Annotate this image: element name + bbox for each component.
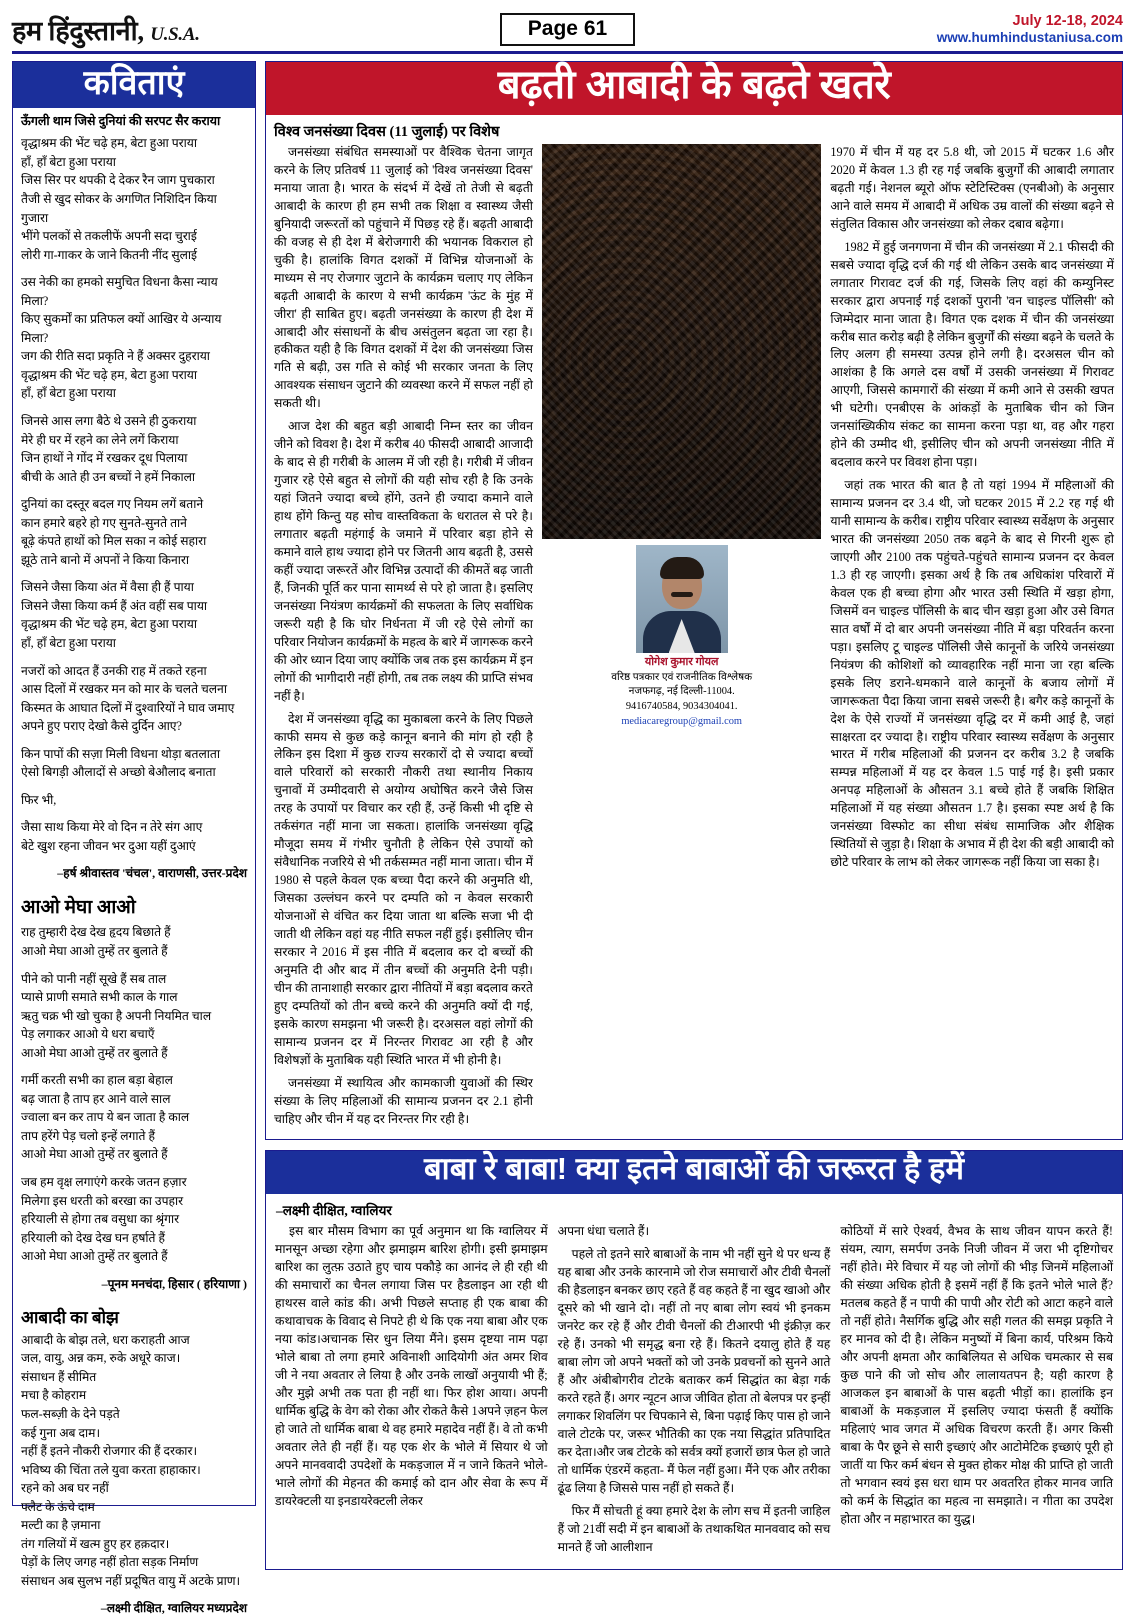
- poem-line: ज्वाला बन कर ताप ये बन जाता है काल: [21, 1110, 190, 1125]
- poem-three: [13, 1292, 255, 1616]
- poem-stanza: [21, 412, 247, 486]
- poetry-section-title: कविताएं: [13, 62, 255, 108]
- article-population-col1: [274, 144, 533, 1133]
- publication-title-hindi: हम हिंदुस्तानी,: [12, 16, 144, 46]
- poem-line: संसाधन अब सुलभ नहीं प्रदूषित वायु में अटके प्राण।: [21, 1573, 241, 1588]
- poem-two-author: –पूनम मनचंदा, हिसार ( हरियाणा ): [101, 1276, 247, 1291]
- publication-title-usa: U.S.A.: [150, 24, 200, 45]
- poem-line: पेड़ों के लिए जगह नहीं होता सड़क निर्माण: [21, 1555, 199, 1570]
- poem-line: आओ मेघा आओ तुम्हें तर बुलाते हैं: [21, 1045, 168, 1060]
- poem-line: किन पापों की सज़ा मिली विधना थोड़ा बतलाता: [21, 746, 220, 761]
- author-address: नजफगढ़, नई दिल्ली-11004.: [628, 686, 735, 698]
- poem-line: प्यासे प्राणी समाते सभी काल के गाल: [21, 990, 178, 1005]
- publication-title: [12, 11, 312, 48]
- poem-line: पेड़ लगाकर आओ ये धरा बचाएँ: [21, 1027, 155, 1042]
- paragraph: जनसंख्या में स्थायित्व और कामकाजी युवाओं की स्थिर संख्या के लिए महिलाओं की सामान्य प्रजनन दर 2.1 होनी चाहिए और चीन में यह दर निरन्तर गिर रही है।: [274, 1075, 533, 1126]
- poem-line: जिनसे आस लगा बैठे थे उसने ही ठुकराया: [21, 413, 197, 428]
- poem-line: पीने को पानी नहीं सूखे हैं सब ताल: [21, 971, 167, 986]
- poem-line: मल्टी का है ज़माना: [21, 1518, 101, 1533]
- poem-line: फ्लैट के ऊंचे दाम: [21, 1499, 95, 1514]
- author-role: वरिष्ठ पत्रकार एवं राजनीतिक विश्लेषक: [611, 671, 753, 683]
- poem-line: ताप हरेंगे पेड़ चलो इन्हें लगाते हैं: [21, 1128, 156, 1143]
- poem-line: जिसने जैसा किया अंत में वैसा ही हैं पाया: [21, 580, 194, 595]
- poem-line: दुनियां का दस्तूर बदल गए नियम लगें बताने: [21, 497, 204, 512]
- poem-two: [13, 881, 255, 1291]
- poem-stanza: [21, 923, 247, 960]
- poem-one: [13, 108, 255, 881]
- article-baba-col2: [558, 1223, 831, 1561]
- poem-line: आओ मेघा आओ तुम्हें तर बुलाते हैं: [21, 944, 168, 959]
- paragraph: जनसंख्या संबंधित समस्याओं पर वैश्विक चेतना जागृत करने के लिए प्रतिवर्ष 11 जुलाई को 'विश्व जनसंख्या दिवस' मनाया जाता है। भारत के संदर्भ में देखें तो तेजी से बढ़ती आबादी के कारण ही हम सभी तक शिक्षा व स्वास्थ्य जैसी बुनियादी जरूरतों को पहुंचाने में पिछड़ रहे हैं। बढ़ती आबादी की वजह से ही देश में बेरोजगारी की भयानक विकराल हो चुकी है। हालांकि विगत दशकों में विभिन्न योजनाओं के माध्यम से नए रोजगार जुटाने के कार्यक्रम चलाए गए लेकिन बढ़ती आबादी के कारण ये सभी कार्यक्रम 'ऊंट के मुंह में जीरा' ही साबित हुए। बढ़ती जनसंख्या के कारण ही देश में आबादी और संसाधनों के बीच असंतुलन बढ़ता जा रहा है। हकीकत यही है कि विगत दशकों में देश की जनसंख्या जिस गति से बढ़ी, उस गति से कोई भी सरकार जनता के लिए आवश्यक संसाधन जुटाने की व्यवस्था करने में सफल नहीं हो सकती थी।: [274, 145, 533, 411]
- author-phone: 9416740584, 9034304041.: [625, 701, 738, 713]
- poem-line: हाँ, हाँ बेटा हुआ पराया: [21, 154, 116, 169]
- poem-stanza: [21, 745, 247, 782]
- masthead-meta: [823, 12, 1123, 47]
- poem-line: झूठे ताने बानो में अपनों ने किया किनारा: [21, 552, 190, 567]
- poem-stanza: [21, 134, 247, 264]
- poem-line: तैजी से खुद सोकर के अगणित निशिदिन किया गुजारा: [21, 191, 217, 225]
- issue-date: July 12-18, 2024: [1012, 13, 1123, 29]
- article-population: [265, 61, 1123, 1140]
- poem-line: किस्मत के आघात दिलों में दुश्वारियों ने घाव जमाए: [21, 700, 235, 715]
- article-baba: [265, 1150, 1123, 1570]
- poem-line: जिस सिर पर थपकी दे देकर रैन जाग पुचकारा: [21, 173, 215, 188]
- article-population-subhead: विश्व जनसंख्या दिवस (11 जुलाई) पर विशेष: [274, 124, 500, 140]
- poem-line: जैसा साथ किया मेरे वो दिन न तेरे संग आए: [21, 820, 203, 835]
- poem-line: जिन हाथों ने गोंद में रखकर दूध पिलाया: [21, 451, 188, 466]
- poem-stanza: [21, 818, 247, 855]
- poem-line: जल, वायु, अन्न कम, रुके अधूरे काज।: [21, 1351, 181, 1366]
- poem-line: भविष्य की चिंता तले युवा करता हाहाकार।: [21, 1462, 201, 1477]
- poem-line: किए सुकर्मों का प्रतिफल क्यों आखिर ये अन्याय मिला?: [21, 312, 222, 345]
- poem-line: वृद्धाश्रम की भेंट चढ़े हम, बेटा हुआ पराया: [21, 136, 198, 151]
- poem-stanza: [21, 970, 247, 1063]
- poem-stanza: [21, 662, 247, 736]
- page-body: [12, 61, 1123, 1616]
- poem-stanza: [21, 578, 247, 652]
- paragraph: जहां तक भारत की बात है तो यहां 1994 में महिलाओं की सामान्य प्रजनन दर 3.4 थी, जो घटकर 2015 में 2.2 रह गई थी यानी सामान्य के करीब। राष्ट्रीय परिवार स्वास्थ्य सर्वेक्षण के अनुसार भारत की जनसंख्या 2050 तक बढ़ने के बाद से गिरनी शुरू हो जाएगी और 2100 तक पहुंचते-पहुंचते सामान्य प्रजनन दर केवल 1.3 ही रह जाएगी। इसका अर्थ है कि तब अधिकांश परिवारों में केवल एक ही बच्चा होगा और भारत उसी स्थिति में खड़ा होगा, जिसमें वन चाइल्ड पॉलिसी के बाद चीन खड़ा हुआ और उसे विगत सात वर्षों में दो बार अपनी जनसंख्या नीति में बड़ा परिवर्तन करना पड़ा। इसलिए टू चाइल्ड पॉलिसी जैसे कानूनों के जरिये जनसंख्या नियंत्रण की कोशिशों को व्यावहारिक नहीं माना जा रहा बल्कि इसके लिए डराने-धमकाने वाले कानूनों के बजाय लोगों में जागरूकता पैदा किया जाना सबसे जरूरी है। बगैर कड़े कानूनों के देश के ऐसे राज्यों में जनसंख्या वृद्धि दर में कमी आई है, जहां साक्षरता दर ज्यादा है। राष्ट्रीय परिवार स्वास्थ्य सर्वेक्षण के अनुसार भारत में गरीब महिलाओं की प्रजनन दर करीब 3.2 है जबकि सम्पन्न महिलाओं में यह दर केवल 1.5 पाई गई है। इसी प्रकार अनपढ़ महिलाओं के औसतन 3.1 बच्चे होते हैं जबकि शिक्षित महिलाओं में यह संख्या औसतन 1.7 है। इसका स्पष्ट अर्थ है कि जनसंख्या विस्फोट का सीधा संबंध सामाजिक और शैक्षिक स्थितियों से जुड़ा है। शिक्षा के अभाव में ही देश की बड़ी आबादी को छोटे परिवार के लाभ को लेकर जागरूक नहीं किया जा सका है।: [830, 478, 1114, 870]
- poem-line: मिलेगा इस धरती को बरखा का उपहार: [21, 1193, 184, 1208]
- poem-line: नहीं हैं इतने नौकरी रोजगार की हैं दरकार।: [21, 1444, 198, 1459]
- poem-line: आओ मेघा आओ तुम्हें तर बुलाते हैं: [21, 1147, 168, 1162]
- author-name: योगेश कुमार गोयल: [644, 656, 719, 668]
- poem-line: हरियाली को देख देख घन हर्षाते हैं: [21, 1230, 165, 1245]
- paragraph: देश में जनसंख्या वृद्धि का मुकाबला करने के लिए पिछले काफी समय से कुछ कड़े कानून बनाने की मांग हो रही है लेकिन इस दिशा में कुछ राज्य सरकारों दो से ज्यादा बच्चों वाले परिवारों को सरकारी नौकरी तथा स्थानीय निकाय चुनावों में उम्मीदवारी से अयोग्य अघोषित करने जैसे जिस तरह के उपायों पर विचार कर रही हैं, उन्हें किसी भी दृष्टि से तर्कसंगत नहीं माना जा सकता। हालांकि जनसंख्या वृद्धि मौजूदा समय में गंभीर चुनौती है लेकिन ऐसे उपायों को संवैधानिक नजरिये से भी तर्कसम्मत नहीं माना जाता। चीन में 1980 से पहले केवल एक बच्चा पैदा करने की अनुमति थी, जिसका उल्लंघन करने पर दम्पति को न केवल सरकारी योजनाओं से वंचित कर दिया जाता था बल्कि सजा भी दी जाती थी लेकिन वहां यह नीति सफल नहीं हुई। इसीलिए चीन सरकार ने 2016 में इस नीति में बदलाव कर दो बच्चों की अनुमति दी और बाद में तीन बच्चों की अनुमति देनी पड़ी। चीन की तानाशाही सरकार द्वारा नीतियों में बड़ा बदलाव करते हुए दम्पतियों को तीन बच्चे करने की अनुमति क्यों दी गई, इसके कारण समझना भी जरूरी है। दरअसल वहां लोगों की सामान्य प्रजनन दर में निरन्तर गिरावट आ रही है और विशेषज्ञों के मुताबिक यही स्थिति भारत में भी होनी है।: [274, 711, 533, 1067]
- article-population-col3: [830, 144, 1114, 1133]
- paragraph: पहले तो इतने सारे बाबाओं के नाम भी नहीं सुने थे पर धन्य हैं यह बाबा और उनके कारनामे जो रोज समाचारों और टीवी चैनलों की हैडलाइन बनकर छाए रहते हैं वह कहते हैं ना खुद खाओ और दूसरे को भी खाने दो। नहीं तो नए बाबा लोग स्वयं भी इनकम जनरेट कर रहे हैं और टीवी चैनलों की टीआरपी भी इंक्रीज़ कर रहे हैं। उनको भी समृद्ध बना रहे हैं। कितने दयालु होते हैं यह बाबा लोग जो अपने भक्तों को जो उनके प्रवचनों को सुनने आते हैं और अंबीबोगरीव टोटके बताकर कर्म सिद्धांत का बेड़ा गर्क करते रहते हैं। अगर न्यूटन आज जीवित होता तो बेलपत्र पर इन्हीं लगाकर शिवलिंग पर चिपकाने से, बिना पढ़ाई किए पास हो जाने वाले टोटके पर, जरूर भौतिकी का एक नया सिद्धांत प्रतिपादित कर देता।और जब टोटके को सर्वत्र क्यों हजारों छात्र फेल हो जाते तो धार्मिक एंडरमें कहता- मैं फेल नहीं हुआ। मैंने एक और तरीका ढूंढ लिया है जिससे पास नहीं हो सकते हैं।: [557, 1247, 831, 1495]
- poem-line: फल-सब्ज़ी के देने पड़ते: [21, 1406, 120, 1421]
- masthead: [12, 10, 1123, 54]
- article-baba-col3: [840, 1223, 1113, 1561]
- poem-stanza: [21, 495, 247, 569]
- page-number-container: [312, 13, 823, 46]
- poem-line: कई गुना अब दाम।: [21, 1425, 101, 1440]
- paragraph: कोठियों में सारे ऐश्वर्य, वैभव के साथ जीवन यापन करते हैं! संयम, त्याग, समर्पण उनके निजी जीवन में जरा भी दृष्टिगोचर नहीं होते। मेरे विचार में यह जो लोगों की भीड़ जिनमें महिलाओं की संख्या अधिक होती है इसमें नहीं हैं कि इतने भोले भाले हैं? मतलब कहते हैं न पापी की पापी और रोटी को आटा कहने वाले तो नहीं होते। नैसर्गिक बुद्धि और सही गलत की समझ प्रकृति ने हर मानव को दी है। लेकिन मनुष्यों में बिना कार्य, परिश्रम किये और अपनी क्षमता और काबिलियत से अधिक चमत्कार से सब कुछ पाने की जो सोच और लालायतपन है; यही कारण है आजकल इन बाबाओं के पास बढ़ती भीड़ों का। हालांकि इन बाबाओं के मकड़जाल में इसलिए ज्यादा फंसती हैं क्योंकि महिलाएं भाव जगत में अधिक विचरण करती हैं। अगर किसी बाबा के पैर छूने से सारी इच्छाएं और आटोमेटिक इच्छाएं पूरी हो जातीं या फिर कर्म बंधन से मुक्त होकर मोक्ष की प्राप्ति हो जाती तो भगवान स्वयं इस धरा धाम पर अवतरित होकर मानव जाति को कर्म के सिद्धांत का महत्व ना समझाते। न गीता का उपदेश होता और न महाभारत का युद्ध।: [840, 1224, 1114, 1526]
- poem-stanza: [21, 1331, 247, 1591]
- poem-three-author: –लक्ष्मी दीक्षित, ग्वालियर मध्यप्रदेश: [100, 1601, 247, 1616]
- poem-line: वृद्धाश्रम की भेंट चढ़े हम, बेटा हुआ पराया: [21, 617, 198, 632]
- poem-line: लोरी गा-गाकर के जाने कितनी नींद सुलाई: [21, 247, 198, 262]
- poem-line: मेरे ही घर में रहने का लेने लगें किराया: [21, 432, 179, 447]
- poem-stanza: [21, 1173, 247, 1266]
- poem-line: बढ़ जाता है ताप हर आने वाले साल: [21, 1091, 171, 1106]
- article-baba-columns: [266, 1221, 1122, 1569]
- poem-line: हाँ, हाँ बेटा हुआ पराया: [21, 636, 116, 650]
- article-population-columns: [266, 144, 1122, 1139]
- poem-stanza: [21, 1071, 247, 1164]
- author-photo: [636, 545, 728, 653]
- poem-line: ऐसो बिगड़ी औलादों से अच्छो बेऔलाद बनाता: [21, 765, 216, 780]
- poem-line: भींगे पलकों से तकलीफें अपनी सदा चुराई: [21, 229, 197, 244]
- article-population-headline: बढ़ती आबादी के बढ़ते खतरे: [266, 62, 1122, 115]
- poem-line: कान हमारे बहरे हो गए सुनते-सुनते ताने: [21, 515, 187, 530]
- poetry-column: [12, 61, 256, 1616]
- poem-line: फिर भी,: [21, 792, 57, 807]
- poem-line: जग की रीति सदा प्रकृति ने हैं अक्सर दुहराया: [21, 349, 210, 364]
- poem-line: आबादी के बोझ तले, धरा कराहती आज: [21, 1332, 190, 1347]
- poem-two-title: आओ मेघा आओ: [21, 897, 136, 919]
- website-url[interactable]: www.humhindustaniusa.com: [936, 30, 1123, 46]
- poem-one-title: ऊँगली थाम जिसे दुनियां की सरपट सैर कराया: [21, 114, 221, 129]
- article-baba-headline: बाबा रे बाबा! क्या इतने बाबाओं की जरूरत है हमें: [266, 1151, 1122, 1194]
- articles-column: [265, 61, 1123, 1554]
- poem-line: ऋतु चक्र भी खो चुका है अपनी नियमित चाल: [21, 1008, 212, 1023]
- poem-line: उस नेकी का हमको समुचित विधना कैसा न्याय मिला?: [21, 275, 218, 308]
- article-baba-author: –लक्ष्मी दीक्षित, ग्वालियर: [276, 1203, 392, 1219]
- poem-line: जिसने जैसा किया कर्म हैं अंत वहीं सब पाया: [21, 598, 208, 613]
- poem-line: हरियाली से होगा तब वसुधा का श्रृंगार: [21, 1212, 180, 1227]
- paragraph: आज देश की बहुत बड़ी आबादी निम्न स्तर का जीवन जीने को विवश है। देश में करीब 40 फीसदी आबादी आजादी के बाद से ही गरीबी के आलम में जी रही है। गरीबी में जीवन गुजार रहे ऐसे बहुत से लोगों की यही सोच रही है कि उनके यहां जितने ज्यादा बच्चे होंगे, उतने ही ज्यादा कमाने वाले हाथ होंगे किन्तु यह सोच वास्तविकता के धरातल से परे है। लगातार बढ़ती महंगाई के जमाने में परिवार बड़ा होने से कमाने वाले हाथ ज्यादा होने पर जितनी आय बढ़ती है, उससे कहीं ज्यादा जरूरतें और विभिन्न उत्पादों की कीमतें बढ़ जाती हैं, जिनकी पूर्ति कर पाना सामर्थ्य से परे हो जाता है। इसलिए जनसंख्या नियंत्रण कार्यक्रमों की सफलता के लिए सर्वाधिक जरूरी यही है कि घोर निर्धनता में जी रहे ऐसे लोगों का परिवार नियोजन कार्यक्रमों के महत्व के बारे में जागरूक करने की ओर ध्यान दिया जाए क्योंकि जब तक इस कार्यक्रम में इन लोगों की भागीदारी नहीं होगी, तब तक लक्ष्य की प्राप्ति संभव नहीं है।: [274, 419, 533, 703]
- poem-line: अपने हुए पराए देखो कैसे दुर्दिन आए?: [21, 719, 182, 734]
- article-baba-col1: [275, 1223, 548, 1561]
- article-population-col2: [542, 144, 821, 1133]
- paragraph: 1970 में चीन में यह दर 5.8 थी, जो 2015 में घटकर 1.6 और 2020 में केवल 1.3 ही रह गई जबकि बुजुर्गों की आबादी लगातार बढ़ती गई। नेशनल ब्यूरो ऑफ स्टेटिस्टिक्स (एनबीओ) के अनुसार आने वाले समय में आबादी में अधिक उम्र वालों की संख्या बढ़ने से संतुलित विकास और जनसंख्या को लेकर दबाव बढ़ेगा।: [830, 145, 1114, 231]
- poem-line: रहने को अब घर नहीं: [21, 1481, 109, 1496]
- poem-line: आस दिलों में रखकर मन को मार के चलते चलना: [21, 682, 227, 697]
- paragraph: अपना धंधा चलाते हैं।: [557, 1224, 650, 1239]
- author-email[interactable]: mediacaregroup@gmail.com: [621, 715, 742, 727]
- poem-line: आओ मेघा आओ तुम्हें तर बुलाते हैं: [21, 1249, 168, 1264]
- poem-line: राह तुम्हारी देख देख हृदय बिछाते हैं: [21, 925, 171, 940]
- paragraph: फिर मैं सोचती हूं क्या हमारे देश के लोग सच में इतनी जाहिल हैं जो 21वीं सदी में इन बाबाओं के तथाकथित मानववाद को सच मानते हैं जो आलीशान: [557, 1503, 831, 1554]
- poem-line: बीची के आते ही उन बच्चों ने हमें निकाला: [21, 469, 196, 484]
- page-number-badge: Page 61: [500, 13, 635, 46]
- author-byline: [542, 655, 821, 730]
- poem-line: हाँ, हाँ बेटा हुआ पराया: [21, 386, 116, 401]
- poem-stanza: [21, 273, 247, 403]
- poem-line: बूढ़े कंपते हाथों को मिल सका न कोई सहारा: [21, 534, 207, 549]
- paragraph: इस बार मौसम विभाग का पूर्व अनुमान था कि ग्वालियर में मानसून अच्छा रहेगा और झमाझम बारिश होगी। इसी झमाझम बारिश का लुत्फ़ उठाते हुए चाय पकौड़े का आनंद ले ही रही थी की समाचारों का चैनल लगाया जिस पर हैडलाइन आ रही थी हाथरस वाले कांड की। अभी पिछले सप्ताह ही एक बाबा की कथावाचक के विवाद से निपटे ही थे कि एक नया बाबा और एक नया कांड।अचानक सिर धुन लिया मैंने। इसम दृष्टया नाम पढ़ा भोले बाबा तो लगा हमारे अविनाशी आदियोगी अंत अमर शिव जी ने नया अवतार ले लिया है और उनके लाखों अनुयायी भी हैं; और मुझे अभी तक पता ही नहीं था। फिर होश आया। अपनी धार्मिक बुद्धि के वेग को रोका और रोकते कैसे 1अपने ज़हन फेल हो जाते तो धार्मिक बाबा थे वह हमारे महादेव नहीं हैं। वे तो कभी अवतार लेते ही नहीं हैं। यह एक शेर के भोले में सियार थे जो अपने मानववादी उपदेशों के मकड़जाल में न जाने कितने भोले-भाले लोगों की मेहनत की कमाई को दान और सेवा के रूप में डायरेक्टली या इनडायरेक्टली लेकर: [275, 1224, 548, 1508]
- poem-line: नजरों को आदत हैं उनकी राह में तकते रहना: [21, 663, 207, 678]
- poem-line: संसाधन हैं सीमित: [21, 1369, 97, 1384]
- poem-line: जब हम वृक्ष लगाएंगे करके जतन हज़ार: [21, 1175, 187, 1190]
- poem-line: तंग गलियों में खत्म हुए हर हक़दार।: [21, 1536, 170, 1551]
- article-population-subhead-row: [266, 115, 1122, 144]
- poem-stanza: [21, 791, 247, 810]
- poem-line: वृद्धाश्रम की भेंट चढ़े हम, बेटा हुआ पराया: [21, 367, 198, 382]
- poem-one-author: –हर्ष श्रीवास्तव 'चंचल', वाराणसी, उत्तर-प्रदेश: [57, 866, 247, 881]
- crowd-photo: [542, 144, 821, 539]
- poem-line: गर्मी करती सभी का हाल बड़ा बेहाल: [21, 1073, 173, 1088]
- poem-line: मचा है कोहराम: [21, 1388, 87, 1403]
- paragraph: 1982 में हुई जनगणना में चीन की जनसंख्या में 2.1 फीसदी की सबसे ज्यादा वृद्धि दर्ज की गई थी लेकिन उसके बाद जनसंख्या में लगातार गिरावट दर्ज की गई, जिसके लिए वहां की कम्युनिस्ट सरकार द्वारा अपनाई गई दशकों पुरानी 'वन चाइल्ड पॉलिसी' को जिम्मेदार माना जाता है। विगत एक दशक में चीन की जनसंख्या करीब सात करोड़ बढ़ी है लेकिन बुजुर्गों की संख्या बढ़ने के चलते के लिए अलग ही समस्या उत्पन्न होने लगी है। दरअसल चीन को आशंका है कि अगले दस वर्षों में उसकी जनसंख्या में गिरावट आएगी, जिससे कामगारों की संख्या में कमी आने से उसकी खपत भी घटेगी। एनबीएस के आंकड़ों के मुताबिक चीन को जिन जनसांख्यिकीय संकट का सामना करना पड़ा था, वह और गहरा होने की उम्मीद थी, इसीलिए चीन को अपनी जनसंख्या नीति में बदलाव करने पर विवश होना पड़ा।: [830, 239, 1114, 470]
- poem-three-title: आबादी का बोझ: [21, 1307, 119, 1327]
- author-portrait-block: [542, 545, 821, 730]
- poem-line: बेटे खुश रहना जीवन भर दुआ यहीं दुआएं: [21, 838, 196, 853]
